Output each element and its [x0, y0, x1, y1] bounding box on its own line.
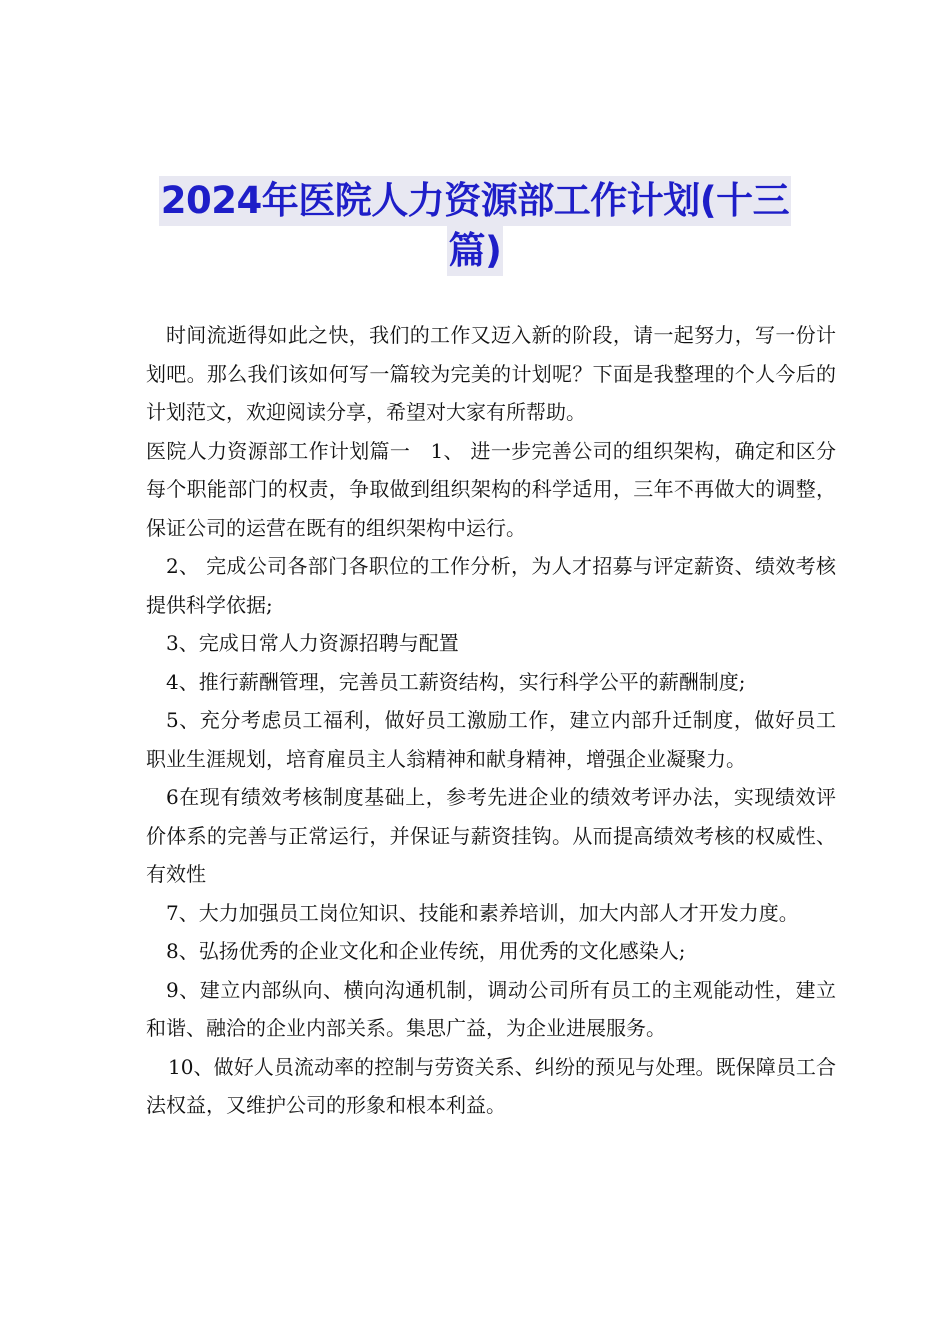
item-10: 10、做好人员流动率的控制与劳资关系、纠纷的预见与处理。既保障员工合法权益，又维护公司的形象和根本利益。 — [146, 1054, 836, 1117]
document-body — [146, 316, 836, 1125]
title-line-2: 篇) — [447, 226, 504, 276]
item-8: 8、弘扬优秀的企业文化和企业传统，用优秀的文化感染人; — [166, 939, 686, 963]
item-7: 7、大力加强员工岗位知识、技能和素养培训，加大内部人才开发力度。 — [166, 900, 799, 925]
item-9: 9、建立内部纵向、横向沟通机制，调动公司所有员工的主观能动性，建立和谐、融洽的企业内部关系。集思广益，为企业进展服务。 — [146, 977, 836, 1040]
item-4: 4、推行薪酬管理，完善员工薪资结构，实行科学公平的薪酬制度; — [166, 669, 746, 694]
item-5: 5、充分考虑员工福利，做好员工激励工作，建立内部升迁制度，做好员工职业生涯规划，培育雇员主人翁精神和献身精神，增强企业凝聚力。 — [146, 708, 836, 771]
item-2: 2、 完成公司各部门各职位的工作分析，为人才招募与评定薪资、绩效考核提供科学依据; — [146, 554, 836, 617]
item-3: 3、完成日常人力资源招聘与配置 — [166, 631, 459, 655]
document-title — [0, 176, 950, 276]
intro-paragraph: 时间流逝得如此之快，我们的工作又迈入新的阶段，请一起努力，写一份计划吧。那么我们该如何写一篇较为完美的计划呢？下面是我整理的个人今后的计划范文，欢迎阅读分享，希望对大家有所帮助。 — [146, 323, 836, 424]
title-line-1: 2024年医院人力资源部工作计划(十三 — [159, 176, 791, 226]
section-1-item-1: 医院人力资源部工作计划篇一 1、 进一步完善公司的组织架构，确定和区分每个职能部门的权责，争取做到组织架构的科学适用，三年不再做大的调整，保证公司的运营在既有的组织架构中运行。 — [146, 438, 836, 540]
item-6: 6在现有绩效考核制度基础上，参考先进企业的绩效考评办法，实现绩效评价体系的完善与正常运行，并保证与薪资挂钩。从而提高绩效考核的权威性、有效性 — [146, 785, 836, 886]
